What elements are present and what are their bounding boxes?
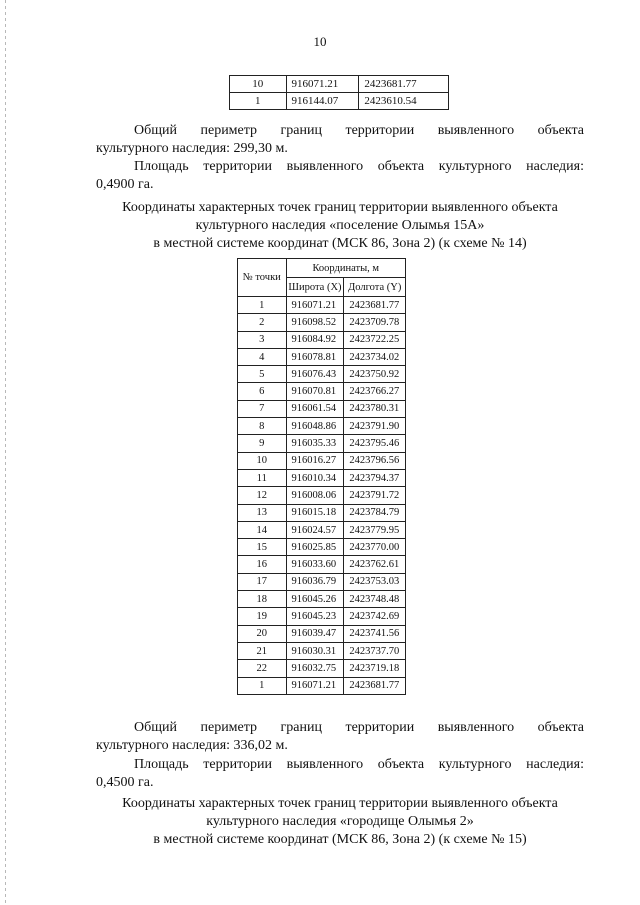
- longitude-cell: 2423784.79: [344, 504, 406, 521]
- latitude-cell: 916015.18: [286, 504, 344, 521]
- perimeter-text-2a: Общий периметр границ территории выявленного объекта: [134, 720, 584, 735]
- latitude-cell: 916032.75: [286, 660, 344, 677]
- latitude-cell: 916084.92: [286, 331, 344, 348]
- point-number-cell: 10: [230, 76, 287, 93]
- header-point-number: № точки: [238, 259, 287, 297]
- latitude-cell: 916010.34: [286, 469, 344, 486]
- latitude-cell: 916035.33: [286, 435, 344, 452]
- longitude-cell: 2423780.31: [344, 400, 406, 417]
- point-number-cell: 1: [238, 677, 287, 694]
- longitude-cell: 2423779.95: [344, 521, 406, 538]
- table-row: [238, 297, 406, 314]
- longitude-cell: 2423741.56: [344, 625, 406, 642]
- point-number-cell: 15: [238, 539, 287, 556]
- longitude-cell: 2423722.25: [344, 331, 406, 348]
- point-number-cell: 5: [238, 366, 287, 383]
- table-row: [238, 642, 406, 659]
- point-number-cell: 9: [238, 435, 287, 452]
- latitude-cell: 916098.52: [286, 314, 344, 331]
- point-number-cell: 18: [238, 591, 287, 608]
- point-number-cell: 13: [238, 504, 287, 521]
- latitude-cell: 916045.26: [286, 591, 344, 608]
- table-row: [238, 660, 406, 677]
- point-number-cell: 11: [238, 469, 287, 486]
- point-number-cell: 22: [238, 660, 287, 677]
- longitude-cell: 2423737.70: [344, 642, 406, 659]
- table-row: [238, 418, 406, 435]
- area-text-2b: 0,4500 га.: [96, 775, 154, 790]
- table-row: [230, 76, 449, 93]
- latitude-cell: 916071.21: [286, 297, 344, 314]
- longitude-cell: 2423709.78: [344, 314, 406, 331]
- point-number-cell: 3: [238, 331, 287, 348]
- latitude-cell: 916076.43: [286, 366, 344, 383]
- longitude-cell: 2423791.72: [344, 487, 406, 504]
- point-number-cell: 20: [238, 625, 287, 642]
- table-row: [238, 452, 406, 469]
- longitude-cell: 2423753.03: [344, 573, 406, 590]
- table-row: [238, 314, 406, 331]
- latitude-cell: 916078.81: [286, 348, 344, 365]
- point-number-cell: 12: [238, 487, 287, 504]
- point-number-cell: 1: [238, 297, 287, 314]
- latitude-cell: 916045.23: [286, 608, 344, 625]
- table-row: [238, 573, 406, 590]
- longitude-cell: 2423795.46: [344, 435, 406, 452]
- latitude-cell: 916016.27: [286, 452, 344, 469]
- longitude-cell: 2423610.54: [359, 93, 449, 110]
- latitude-cell: 916030.31: [286, 642, 344, 659]
- table-row: [238, 539, 406, 556]
- latitude-cell: 916070.81: [286, 383, 344, 400]
- point-number-cell: 8: [238, 418, 287, 435]
- point-number-cell: 19: [238, 608, 287, 625]
- table-row: [238, 487, 406, 504]
- heading-14-line2: культурного наследия «поселение Олымья 15А»: [195, 218, 485, 233]
- table-row: [238, 469, 406, 486]
- heading-15-line3: в местной системе координат (МСК 86, Зона 2) (к схеме № 15): [153, 832, 527, 847]
- longitude-cell: 2423748.48: [344, 591, 406, 608]
- top-coordinates-table: [229, 75, 449, 110]
- point-number-cell: 10: [238, 452, 287, 469]
- table-row: [238, 435, 406, 452]
- table-row: [238, 348, 406, 365]
- latitude-cell: 916144.07: [286, 93, 359, 110]
- coordinates-table: [237, 258, 406, 695]
- coordinates-table-body: [238, 297, 406, 695]
- latitude-cell: 916025.85: [286, 539, 344, 556]
- longitude-cell: 2423762.61: [344, 556, 406, 573]
- longitude-cell: 2423770.00: [344, 539, 406, 556]
- perimeter-text-1a: Общий периметр границ территории выявленного объекта: [134, 123, 584, 138]
- area-text-1b: 0,4900 га.: [96, 177, 154, 192]
- point-number-cell: 14: [238, 521, 287, 538]
- table-row: [238, 677, 406, 694]
- longitude-cell: 2423796.56: [344, 452, 406, 469]
- point-number-cell: 17: [238, 573, 287, 590]
- heading-14-line1: Координаты характерных точек границ территории выявленного объекта: [122, 200, 558, 215]
- point-number-cell: 21: [238, 642, 287, 659]
- header-coordinates: Координаты, м: [286, 259, 405, 278]
- latitude-cell: 916048.86: [286, 418, 344, 435]
- perimeter-text-2b: культурного наследия: 336,02 м.: [96, 738, 288, 753]
- point-number-cell: 7: [238, 400, 287, 417]
- longitude-cell: 2423791.90: [344, 418, 406, 435]
- table-row: [238, 521, 406, 538]
- longitude-cell: 2423719.18: [344, 660, 406, 677]
- heading-15-line2: культурного наследия «городище Олымья 2»: [206, 814, 474, 829]
- table-row: [238, 504, 406, 521]
- page-number: 10: [313, 34, 327, 49]
- heading-14-line3: в местной системе координат (МСК 86, Зона 2) (к схеме № 14): [153, 236, 527, 251]
- table-row: [238, 556, 406, 573]
- perimeter-text-1b: культурного наследия: 299,30 м.: [96, 141, 288, 156]
- point-number-cell: 6: [238, 383, 287, 400]
- top-table-body: [230, 76, 449, 110]
- table-row: [238, 625, 406, 642]
- longitude-cell: 2423766.27: [344, 383, 406, 400]
- latitude-cell: 916071.21: [286, 76, 359, 93]
- table-row: [230, 93, 449, 110]
- longitude-cell: 2423794.37: [344, 469, 406, 486]
- longitude-cell: 2423734.02: [344, 348, 406, 365]
- table-row: [238, 366, 406, 383]
- area-text-1a: Площадь территории выявленного объекта культурного наследия:: [134, 159, 584, 174]
- area-text-2a: Площадь территории выявленного объекта культурного наследия:: [134, 757, 584, 772]
- table-row: [238, 591, 406, 608]
- table-row: [238, 400, 406, 417]
- header-longitude-y: Долгота (Y): [344, 278, 406, 297]
- longitude-cell: 2423750.92: [344, 366, 406, 383]
- longitude-cell: 2423681.77: [359, 76, 449, 93]
- latitude-cell: 916008.06: [286, 487, 344, 504]
- point-number-cell: 2: [238, 314, 287, 331]
- longitude-cell: 2423742.69: [344, 608, 406, 625]
- table-row: [238, 331, 406, 348]
- point-number-cell: 4: [238, 348, 287, 365]
- table-row: [238, 608, 406, 625]
- latitude-cell: 916036.79: [286, 573, 344, 590]
- longitude-cell: 2423681.77: [344, 297, 406, 314]
- latitude-cell: 916039.47: [286, 625, 344, 642]
- point-number-cell: 1: [230, 93, 287, 110]
- header-latitude-x: Широта (X): [286, 278, 344, 297]
- latitude-cell: 916033.60: [286, 556, 344, 573]
- latitude-cell: 916024.57: [286, 521, 344, 538]
- latitude-cell: 916071.21: [286, 677, 344, 694]
- table-row: [238, 383, 406, 400]
- point-number-cell: 16: [238, 556, 287, 573]
- scan-edge-line: [5, 0, 6, 905]
- heading-15-line1: Координаты характерных точек границ территории выявленного объекта: [122, 796, 558, 811]
- latitude-cell: 916061.54: [286, 400, 344, 417]
- longitude-cell: 2423681.77: [344, 677, 406, 694]
